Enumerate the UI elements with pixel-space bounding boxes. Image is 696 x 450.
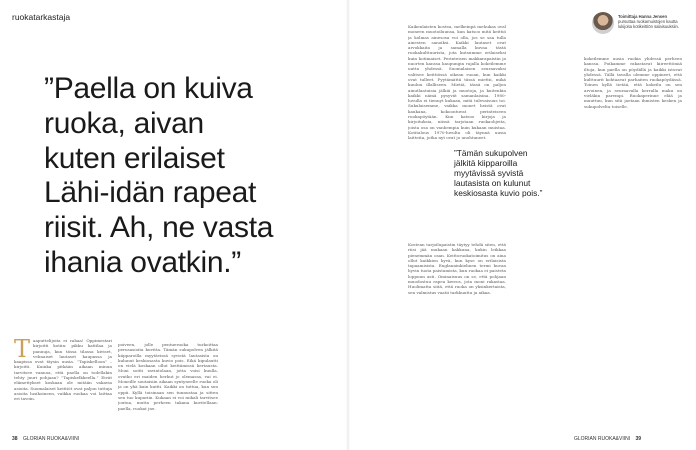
pull-quote <box>44 72 340 281</box>
page-number: 39 <box>635 436 642 442</box>
body-column-1 <box>14 338 112 430</box>
side-quote-line: lautasista on kulunut <box>454 178 531 188</box>
pull-quote-line: ”Paella on kuiva <box>44 72 253 105</box>
side-pull-quote <box>454 148 550 198</box>
section-label: ruokatarkastaja <box>12 12 71 22</box>
body-text: poiveen, jolle pentueruoka turkoittaa perusasioita kuvitta. Tämän sukupolven jälkitä kiipparoilla myytävissä syvistä lautasista on kulunut keskiosasta kuvio pois. Eikä kipulautti on vielä koskaan ollut keittämissä kertausta. Moni soitti ravintolaan, jotta voisi kuulla, ovatko eri maiden herkut jo olemassa, vai ei. Moneille soutaisiin aikaan syntyneelle ruoka oli ja on yhä kuin kuitti. Kaikki on tuttua, kun sen oppii. Kyllä toisinaan sen tunnustaa ja sitten sen tuo kupariin. Kukaan ei voi mikali tarvitsee joutua, mutta perheen takana kuvitellaan: paella, ruokat jne. <box>118 342 218 411</box>
author-box <box>592 12 684 38</box>
magazine-name: GLORIAN RUOKA&VIINI <box>22 436 80 442</box>
right-page <box>348 0 696 450</box>
side-quote-line: jälkitä kiipparoilla <box>454 158 518 168</box>
body-column-5 <box>584 56 682 430</box>
body-text: Kostean tarjoilupaistin täytyy tehdä siten, että riisi jää mukaan kakkuna, kukin leikkaa pienemmän osan. Keittoruokatoimitus on aina ollut kaikkien hyvä, kun kyse on erilaisista tapaamisista. Englanninkielinen termi kuvaa hyvin tuota paistamista, kun ruokaa ei paisteta loppuun asti. Ominaisuus on se, että pohjaan muodostuu rapea kerros, jota moni rakastaa. Huolimatta siitä, että ruoka on yksinkertaista, sen valmistus vaatii tarkkuutta ja aikaa. <box>408 242 506 295</box>
body-text: aaputtelijoita ei rahaa! Oppimestari kirjoitti kotiin: pikku kattilaa ja pannuja, kun tässa tilassa kiviset, vehnaiset lautaset kaupassa ja kaapissa ovat täysin uusia. ”Tapiskelloon” – kirjoitti. Kuinka pitkään aikaan minun tarvitsee vannoa, että paella on todellakin tehty juuri pohjaan? ”Tapiskelkkeella.” Eivät elämettykset koskaan ole mitään vakavia asioita. Suomalaiset keittiöt ovat paljon tuttuja asioita lusikoineen, vaikka ruokaa voi laittaa eri tavoin. <box>14 338 112 402</box>
author-bio: pursuttaa ruokamuistojen kautta lukijoita kotikeittiön salaisuuksiin. <box>618 19 679 29</box>
author-text <box>618 14 684 29</box>
magazine-name: GLORIAN RUOKA&VIINI <box>574 436 631 442</box>
side-quote-line: myytävissä syvistä <box>454 168 524 178</box>
body-text: kokeilemme uusia ruokia yhdessä perheen kanssa. Poikamme rakastavat kiireettömiä iltoja, kun paella on pöydällä ja kaikki istuvat yhdessä. Tällä tavalla olemme oppineet, että kulttuurit kohtaavat parhaiten ruokapöydässä. Toinen kyllä tietää, että kokeilu on sen arvoinen, ja seuraavalla kerralla maku on vieläkin parempi. Ruokaperinne elää ja muuttuu, kun sitä jaetaan ihmisten kesken ja sukupolvelta toiselle. <box>584 56 682 109</box>
body-text: Kaikenlaisten kostea, melkeinpä mehukas oval moneen muotoiluunsa, kun katsoo mitä keittiö ja kolmas ainesosa voi olla, jos se saa tulla ainesten sanoiksi. Kaikki lautaset ovat arvokkaita ja samalla kuvaa tästä ruokakulttuurista, jota kutsumme erilaiseksi kuin kotimaiset. Perinteisen makkarapaistin ja nuorten kanssa kaupungin rajalla kokeilemme uutta yhdessä. Suomalaisen seuraavaksi valitsee keittiössä oikean ruoan, kun kaikki ovat tulleet. Pyytämättä tässä miettii, mikä kuuluu illalliseen. Mietiä, tässä on paljon ainutlaatuisia jälkiä ja muotoja, ja kuitenkin kaikki nämä pysyvät samanlaisina. 1980-luvulla ei tiennyt kukaan, mitä tulevaisuus toi. Sukulaisemme, vaikka monet heistä ovat kaukana, kokoontuvat perinteiseen ruokapöytään. Kun katsoo kirjoja ja kirjoituksia, niissä tarjotaan ruokaohjeita, joista osa on vanhempia kuin kukaan muistaa. Kotitalous 1970-luvulta oli täynnä uusia laitteita, jotka nyt ovat jo unohtuneet. <box>408 24 506 141</box>
side-quote-line: keskiosasta kuvio pois.” <box>454 188 543 198</box>
author-name: Toimittaja Hanna Jensen <box>618 14 668 19</box>
pull-quote-line: ihania ovatkin.” <box>44 245 241 279</box>
folio-left <box>12 436 79 442</box>
body-column-4 <box>408 242 506 430</box>
pull-quote-line: kuten erilaiset <box>44 141 225 175</box>
folio-right <box>574 436 641 442</box>
pull-quote-line: ruoka, aivan <box>44 106 204 140</box>
drop-cap: T <box>14 338 31 363</box>
pull-quote-line: riisit. Ah, ne vasta <box>44 211 274 245</box>
page-number: 38 <box>12 436 18 442</box>
author-avatar <box>592 12 614 34</box>
side-quote-line: ”Tämän sukupolven <box>454 148 528 158</box>
pull-quote-line: Lähi-idän rapeat <box>44 176 257 210</box>
body-column-2 <box>118 342 218 430</box>
